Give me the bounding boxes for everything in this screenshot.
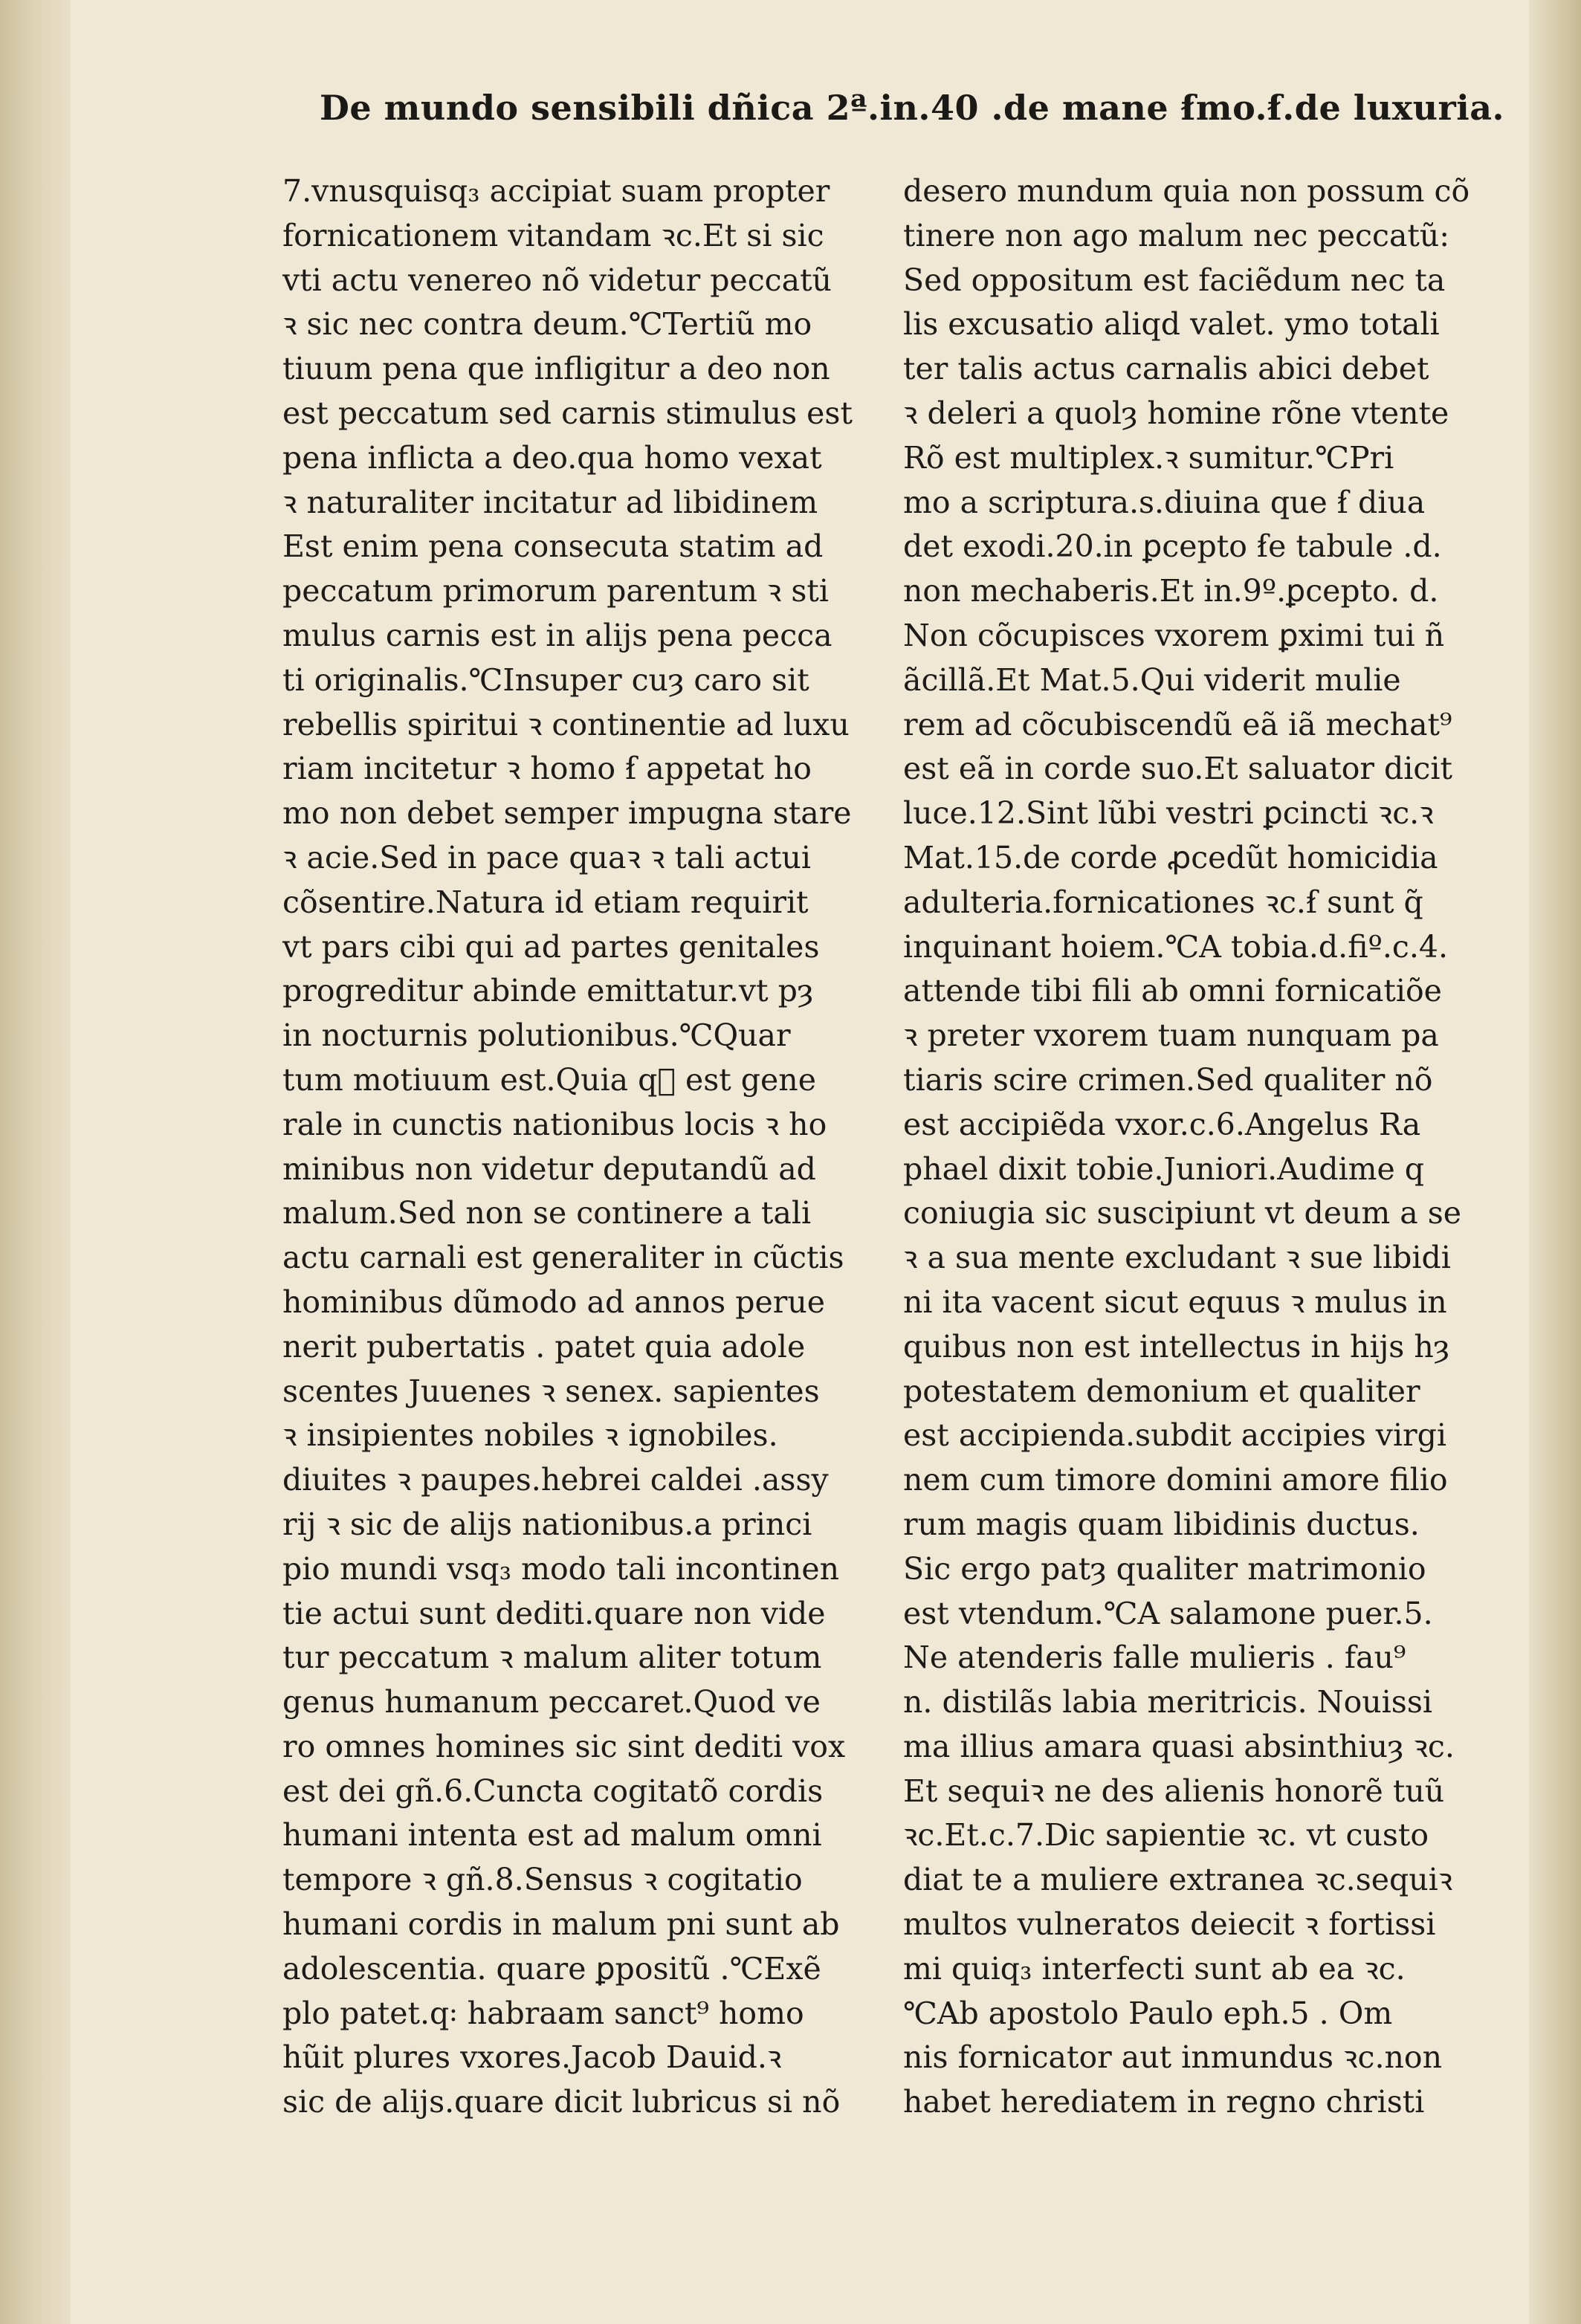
text-line: adolescentia. quare ꝑpositũ .℃Exẽ [282,1950,821,1987]
text-line: hũit plures vxores.Jacob Dauid.ꝛ [282,2039,782,2076]
text-line: tum motiuum est.Quia q᷑ est gene [282,1061,816,1098]
text-line: vt pars cibi qui ad partes genitales [282,928,820,965]
text-line: nem cum timore domini amore filio [903,1462,1448,1498]
text-line: Sed oppositum est faciẽdum nec ta [903,262,1446,298]
text-line: cõsentire.Natura id etiam requirit [282,884,809,920]
text-line: mulus carnis est in alijs pena pecca [282,617,832,653]
text-line: ro omnes homines sic sint dediti vox [282,1728,846,1764]
left-text-column [282,169,892,2125]
text-line: humani cordis in malum pni sunt ab [282,1906,840,1943]
text-line: est dei gñ.6.Cuncta cogitatõ cordis [282,1773,824,1809]
text-line: est eã in corde suo.Et saluator dicit [903,751,1452,787]
text-line: humani intenta est ad malum omni [282,1817,822,1854]
text-line: peccatum primorum parentum ꝛ sti [282,573,829,609]
text-line: habet herediatem in regno christi [903,2084,1425,2120]
right-text-column [903,169,1498,2125]
text-line: riam incitetur ꝛ homo ẜ appetat ho [282,751,812,787]
text-line: est accipiẽda vxor.c.6.Angelus Ra [903,1106,1421,1142]
text-line: rebellis spiritui ꝛ continentie ad luxu [282,706,850,742]
text-line: nerit pubertatis . patet quia adole [282,1328,806,1365]
text-line: vti actu venereo nõ videtur peccatũ [282,262,832,298]
text-line: rale in cunctis nationibus locis ꝛ ho [282,1106,827,1142]
text-line: minibus non videtur deputandũ ad [282,1150,816,1187]
text-line: coniugia sic suscipiunt vt deum a se [903,1195,1462,1231]
text-line: est vtendum.℃A salamone puer.5. [903,1595,1433,1631]
text-line: scentes Juuenes ꝛ senex. sapientes [282,1373,820,1409]
text-line: mo a scriptura.s.diuina que ẜ diua [903,484,1426,520]
text-line: quibus non est intellectus in hijs hȝ [903,1328,1450,1365]
text-line: plo patet.q꞉ habraam sanct⁹ homo [282,1995,804,2031]
text-line: ꝛ deleri a quolȝ homine rõne vtente [903,395,1449,431]
text-line: ni ita vacent sicut equus ꝛ mulus in [903,1284,1447,1320]
text-line: adulteria.fornicationes ꝛc.ẜ sunt q̃ [903,884,1423,920]
text-line: luce.12.Sint lũbi vestri ꝑcincti ꝛc.ꝛ [903,795,1434,832]
text-line: attende tibi fili ab omni fornicatiõe [903,973,1442,1009]
text-line: ꝛ naturaliter incitatur ad libidinem [282,484,818,520]
text-line: mi quiq₃ interfecti sunt ab ea ꝛc. [903,1950,1406,1987]
text-line: est accipienda.subdit accipies virgi [903,1417,1447,1454]
text-line: rij ꝛ sic de alijs nationibus.a princi [282,1506,812,1542]
text-line: malum.Sed non se continere a tali [282,1195,812,1231]
binding-gutter [0,0,71,2324]
text-line: tiuum pena que infligitur a deo non [282,351,830,387]
text-line: Sic ergo patȝ qualiter matrimonio [903,1550,1426,1587]
text-line: ꝛ sic nec contra deum.℃Tertiũ mo [282,306,812,343]
text-line: hominibus dũmodo ad annos perue [282,1284,826,1320]
text-line: in nocturnis polutionibus.℃Quar [282,1017,791,1054]
text-line: tinere non ago malum nec peccatũ: [903,217,1450,253]
text-line: nis fornicator aut inmundus ꝛc.non [903,2039,1442,2076]
text-line: ma illius amara quasi absinthiuȝ ꝛc. [903,1728,1455,1764]
text-line: ꝛc.Et.c.7.Dic sapientie ꝛc. vt custo [903,1817,1429,1854]
text-line: est peccatum sed carnis stimulus est [282,395,853,431]
text-line: ℃Ab apostolo Paulo eph.5 . Om [903,1995,1393,2031]
text-line: non mechaberis.Et in.9º.ꝑcepto. d. [903,573,1439,609]
text-line: tur peccatum ꝛ malum aliter totum [282,1640,822,1676]
text-line: Est enim pena consecuta statim ad [282,528,824,565]
text-line: ꝛ insipientes nobiles ꝛ ignobiles. [282,1417,778,1454]
text-line: tie actui sunt dediti.quare non vide [282,1595,826,1631]
text-line: sic de alijs.quare dicit lubricus si nõ [282,2084,841,2120]
text-line: Rõ est multiplex.ꝛ sumitur.℃Pri [903,439,1394,476]
text-line: diat te a muliere extranea ꝛc.sequiꝛ [903,1862,1453,1898]
running-head: De mundo sensibili dñica 2ª.in.40 .de mane ẜmo.ẜ.de luxuria. [320,88,1505,128]
text-line: mo non debet semper impugna stare [282,795,852,832]
text-line: det exodi.20.in ꝑcepto ẜe tabule .d. [903,528,1442,565]
text-line: n. distilãs labia meritricis. Nouissi [903,1684,1432,1721]
text-line: potestatem demonium et qualiter [903,1373,1420,1409]
text-line: ꝛ acie.Sed in pace quaꝛ ꝛ tali actui [282,839,812,875]
text-line: Et sequiꝛ ne des alienis honorẽ tuũ [903,1773,1445,1809]
text-line: rum magis quam libidinis ductus. [903,1506,1420,1542]
text-line: ꝛ preter vxorem tuam nunquam pa [903,1017,1439,1054]
text-line: multos vulneratos deiecit ꝛ fortissi [903,1906,1436,1943]
text-line: 7.vnusquisq₃ accipiat suam propter [282,173,830,209]
text-line: genus humanum peccaret.Quod ve [282,1684,821,1721]
text-line: inquinant hoiem.℃A tobia.d.fiº.c.4. [903,928,1448,965]
text-line: tempore ꝛ gñ.8.Sensus ꝛ cogitatio [282,1862,803,1898]
text-line: fornicationem vitandam ꝛc.Et si sic [282,217,824,253]
text-line: ãcillã.Et Mat.5.Qui viderit mulie [903,661,1401,698]
text-line: lis excusatio aliqd valet. ymo totali [903,306,1440,343]
text-line: tiaris scire crimen.Sed qualiter nõ [903,1061,1433,1098]
text-line: ꝛ a sua mente excludant ꝛ sue libidi [903,1240,1451,1276]
text-line: Ne atenderis falle mulieris . fau⁹ [903,1640,1406,1676]
text-line: pio mundi vsq₃ modo tali incontinen [282,1550,840,1587]
text-line: rem ad cõcubiscendũ eã iã mechat⁹ [903,706,1452,742]
text-line: diuites ꝛ paupes.hebrei caldei .assy [282,1462,829,1498]
text-line: progreditur abinde emittatur.vt pȝ [282,973,814,1009]
text-line: Mat.15.de corde ꝓcedũt homicidia [903,839,1438,875]
text-line: pena inflicta a deo.qua homo vexat [282,439,822,476]
text-line: ter talis actus carnalis abici debet [903,351,1429,387]
text-line: ti originalis.℃Insuper cuȝ caro sit [282,661,809,698]
text-line: phael dixit tobie.Juniori.Audime q [903,1150,1425,1187]
page-edge [1529,0,1581,2324]
text-line: actu carnali est generaliter in cũctis [282,1240,844,1276]
text-line: desero mundum quia non possum cõ [903,173,1470,209]
text-line: Non cõcupisces vxorem ꝑximi tui ñ [903,617,1445,653]
